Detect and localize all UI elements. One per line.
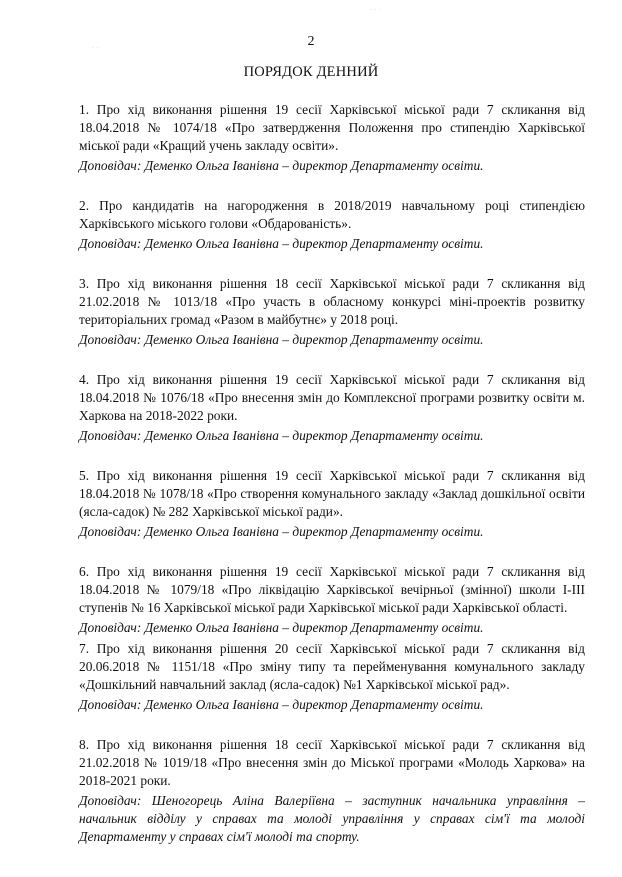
agenda-item-4 [79,371,585,445]
agenda-item-speaker: Доповідач: Деменко Ольга Іванівна – директор Департаменту освіти. [79,236,484,251]
page-title: ПОРЯДОК ДЕННИЙ [243,64,379,80]
agenda-item-speaker: Доповідач: Деменко Ольга Іванівна – директор Департаменту освіти. [79,697,484,712]
agenda-item-text: 4. Про хід виконання рішення 19 сесії Харківської міської ради 7 скликання від 18.04.2018 № 1076/18 «Про внесення змін до Комплексної програми розвитку освіти м. Харкова на 2018-2022 роки. [79,372,585,423]
agenda-item-speaker: Доповідач: Деменко Ольга Іванівна – директор Департаменту освіти. [79,524,484,539]
agenda-item-text: 1. Про хід виконання рішення 19 сесії Харківської міської ради 7 скликання від 18.04.2018 № 1074/18 «Про затвердження Положення про стипендію Харківської міської ради «Кращий учень закладу освіти». [79,102,585,153]
agenda-item-text: 3. Про хід виконання рішення 18 сесії Харківської міської ради 7 скликання від 21.02.2018 № 1013/18 «Про участь в обласному конкурсі міні-проектів розвитку територіальних громад «Разом в майбутнє» у 2018 році. [79,276,585,327]
agenda-item-text: 7. Про хід виконання рішення 20 сесії Харківської міської ради 7 скликання від 20.06.2018 № 1151/18 «Про зміну типу та перейменування комунального закладу «Дошкільний навчальний заклад (ясла-садок) №1 Харківської міської рад». [79,641,585,692]
agenda-item-speaker: Доповідач: Деменко Ольга Іванівна – директор Департаменту освіти. [79,332,484,347]
agenda-item-text: 2. Про кандидатів на нагородження в 2018/2019 навчальному році стипендією Харківського міського голови «Обдарованість». [79,198,585,231]
agenda-item-1 [79,101,585,175]
agenda-list [79,101,585,868]
agenda-item-speaker: Доповідач: Шеногорець Аліна Валеріївна – заступник начальника управління – начальник відділу у справах та молоді управління у справах сім'ї та молоді Департаменту у справах сім'ї молоді та спорту. [79,793,585,844]
agenda-item-speaker: Доповідач: Деменко Ольга Іванівна – директор Департаменту освіти. [79,428,484,443]
agenda-item-text: 6. Про хід виконання рішення 19 сесії Харківської міської ради 7 скликання від 18.04.2018 № 1079/18 «Про ліквідацію Харківської вечірньої (змінної) школи І-ІІІ ступенів № 16 Харківської міської ради Харківської міської ради Харківської області. [79,564,585,615]
agenda-item-7 [79,640,585,714]
agenda-item-speaker: Доповідач: Деменко Ольга Іванівна – директор Департаменту освіти. [79,158,484,173]
agenda-item-text: 5. Про хід виконання рішення 19 сесії Харківської міської ради 7 скликання від 18.04.2018 № 1078/18 «Про створення комунального закладу «Заклад дошкільної освіти (ясла-садок) № 282 Харківської міської ради». [79,468,585,519]
agenda-item-8 [79,736,585,846]
scan-artifact: · · [92,44,99,52]
page-number: 2 [307,34,315,49]
scan-artifact: · · · [370,6,382,14]
agenda-item-2 [79,197,585,253]
agenda-item-speaker: Доповідач: Деменко Ольга Іванівна – директор Департаменту освіти. [79,620,484,635]
agenda-item-6 [79,563,585,637]
agenda-item-5 [79,467,585,541]
agenda-item-3 [79,275,585,349]
agenda-item-text: 8. Про хід виконання рішення 18 сесії Харківської міської ради 7 скликання від 21.02.2018 № 1019/18 «Про внесення змін до Міської програми «Молодь Харкова» на 2018-2021 роки. [79,737,585,788]
